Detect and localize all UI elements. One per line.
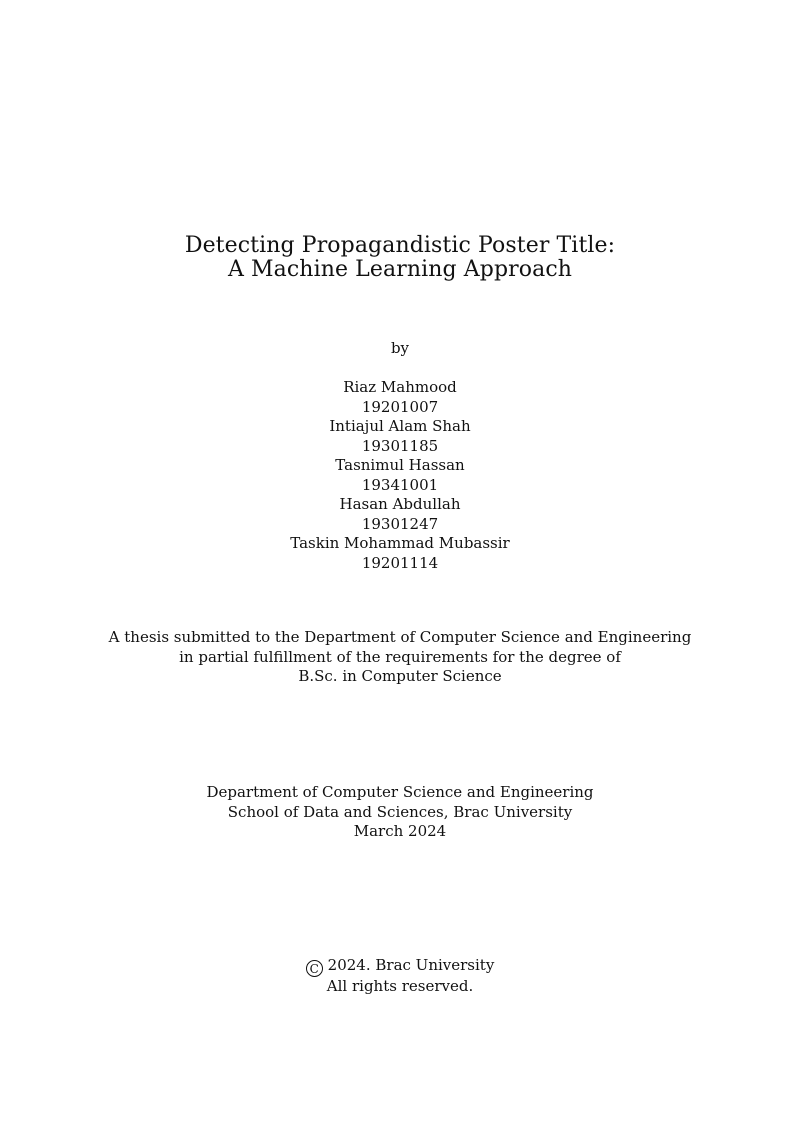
copyright-icon: C	[306, 960, 323, 977]
author-id: 19301185	[361, 436, 439, 455]
statement-line-2: in partial fulfillment of the requirements for the degree of	[179, 647, 621, 666]
author-id: 19201114	[361, 553, 439, 572]
author-name: Riaz Mahmood	[343, 378, 457, 396]
submission-date: March 2024	[353, 822, 447, 840]
author-id: 19201007	[361, 397, 439, 416]
author-name: Taskin Mohammad Mubassir	[290, 534, 510, 552]
school-name: School of Data and Sciences, Brac University	[227, 802, 573, 821]
statement-line-3: B.Sc. in Computer Science	[298, 667, 502, 685]
thesis-title	[0, 234, 800, 282]
submission-statement	[0, 628, 800, 687]
statement-line-1: A thesis submitted to the Department of Computer Science and Engineering	[108, 628, 692, 646]
copyright-text: 2024. Brac University	[327, 956, 495, 974]
affiliation-block	[0, 783, 800, 842]
author-id: 19301247	[361, 514, 439, 533]
copyright-block	[0, 956, 800, 997]
copyright-line	[0, 956, 800, 977]
author-name: Hasan Abdullah	[339, 495, 461, 513]
rights-reserved: All rights reserved.	[326, 977, 474, 995]
department-name: Department of Computer Science and Engineering	[206, 783, 594, 801]
author-list	[0, 378, 800, 573]
author-name: Intiajul Alam Shah	[329, 417, 471, 435]
title-line-2: A Machine Learning Approach	[227, 257, 573, 282]
author-name: Tasnimul Hassan	[335, 456, 465, 474]
author-id: 19341001	[361, 475, 439, 494]
title-line-1: Detecting Propagandistic Poster Title:	[184, 233, 616, 258]
by-label: by	[390, 339, 410, 357]
